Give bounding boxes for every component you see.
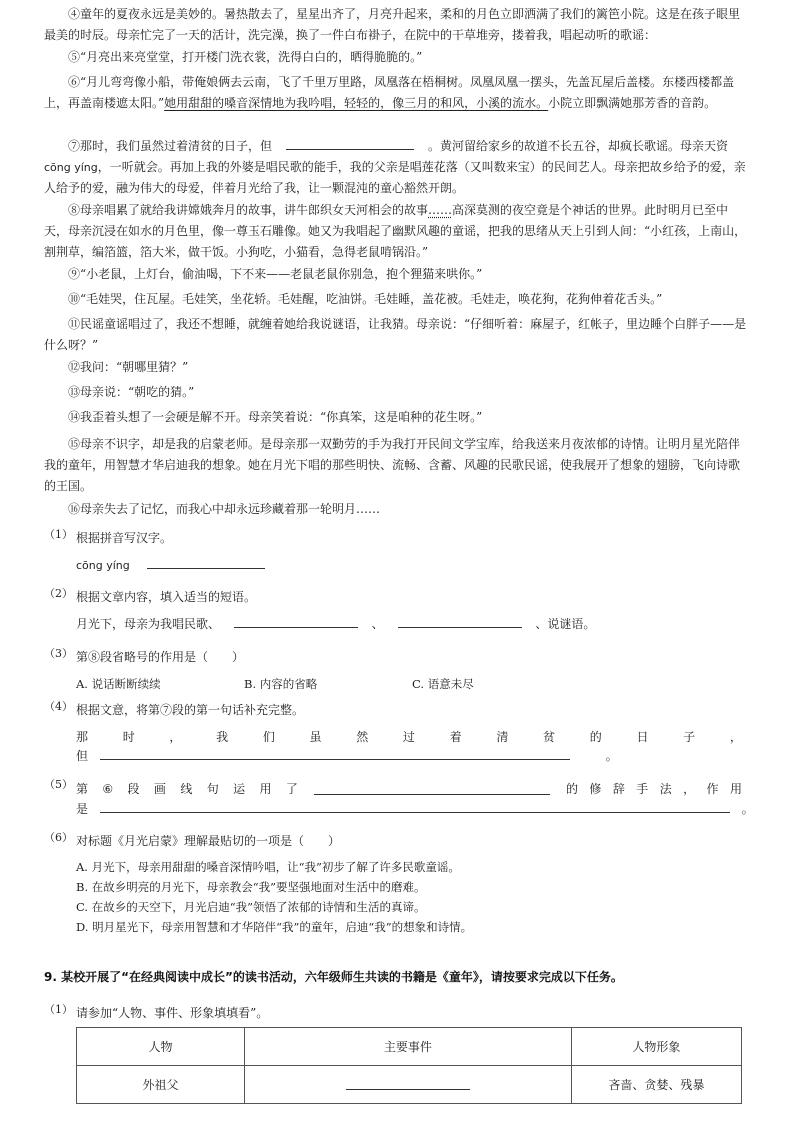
table-header-row	[77, 1028, 742, 1066]
q4-blank[interactable]	[100, 747, 570, 760]
q1-answer-line: cōng yíng	[76, 556, 265, 576]
paragraph-11: ⑪民谣童谣唱过了，我还不想睡，就缠着她给我说谜语，让我猜。母亲说：“仔细听着：麻屋子，红帐子，里边睡个白胖子——是什么呀？”	[44, 317, 747, 352]
s9-q1-number: （1）	[44, 1003, 73, 1016]
q6-option-c[interactable]: C. 在故乡的天空下，月光启迪“我”领悟了浓郁的诗情和生活的真谛。	[76, 900, 426, 914]
q4-prompt: 根据文意，将第⑦段的第一句话补充完整。	[76, 703, 305, 717]
q6-option-a[interactable]: A. 月光下，母亲用甜甜的嗓音深情吟唱，让“我”初步了解了许多民歌童谣。	[76, 860, 460, 874]
q5-blank-1[interactable]	[314, 782, 550, 795]
underlined-sentence: 她用甜甜的嗓音深情地为我吟唱，轻轻的，像三月的和风，小溪的流水。	[164, 96, 549, 110]
p7-blank[interactable]	[286, 137, 414, 150]
table-cell-person: 外祖父	[77, 1066, 245, 1104]
paragraph-10: ⑩“毛娃哭，住瓦屋。毛娃笑，坐花轿。毛娃醒，吃油饼。毛娃睡，盖花被。毛娃走，唤花狗，花狗伸着花舌头。”	[68, 292, 663, 306]
q4-sentence-line: 那 时 ， 我 们 虽 然 过 着 清 贫 的 日 子 ，	[76, 730, 742, 744]
q5-sentence-line: 第 ⑥ 段 画 线 句 运 用 了 的 修 辞 手 法 ， 作 用	[76, 782, 742, 796]
q2-answer-line: 月光下，母亲为我唱民歌、 、 、说谜语。	[76, 617, 596, 631]
table-row	[77, 1066, 742, 1104]
paragraph-9: ⑨“小老鼠，上灯台，偷油喝，下不来——老鼠老鼠你别急，抱个狸猫来哄你。”	[68, 267, 483, 281]
paragraph-5: ⑤“月亮出来亮堂堂，打开楼门洗衣裳，洗得白白的，晒得脆脆的。”	[68, 50, 423, 64]
pinyin-text: cōng yíng	[44, 161, 98, 174]
q1-number: （1）	[44, 528, 73, 541]
ellipsis-mark: ……	[428, 203, 453, 217]
q6-prompt: 对标题《月光启蒙》理解最贴切的一项是（ ）	[76, 834, 341, 848]
paragraph-13: ⑬母亲说：“朝吃的猜。”	[68, 385, 195, 399]
s9-q1-prompt: 请参加“人物、事件、形象填填看”。	[76, 1006, 269, 1020]
q3-option-c[interactable]: C. 语意未尽	[412, 677, 474, 691]
q4-answer-line: 但 。	[76, 749, 618, 763]
q3-number: （3）	[44, 647, 73, 660]
paragraph-6: ⑥“月儿弯弯像小船，带俺娘俩去云南，飞了千里万里路，凤凰落在梧桐树。凤凰凤凰一摆头，先盖瓦屋后盖楼。东楼西楼都盖上，再盖南楼遮太阳。”她用甜甜的嗓音深情地为我吟唱，轻轻的，像三月的和风，小溪的流水。小院立即飘满她那芳香的音韵。	[44, 75, 735, 110]
paragraph-8: ⑧母亲唱累了就给我讲嫦娥奔月的故事，讲牛郎织女天河相会的故事……高深莫测的夜空竟是个神话的世界。此时明月已至中天，母亲沉浸在如水的月色里，像一尊玉石雕像。她又为我唱起了幽默风趣的童谣，把我的思绪从天上引到人间：“小红孩，上南山，割荆草，编箔篮，箔大米，做干饭。小狗吃，小猫看，急得老鼠啃锅沿。”	[44, 203, 747, 259]
paragraph-7: ⑦那时，我们虽然过着清贫的日子，但 。黄河留给家乡的故道不长五谷，却疯长歌谣。母亲天资 cōng yíng，一听就会。再加上我的外婆是唱民歌的能手，我的父亲是唱莲花落（又叫数来宝）的民间艺人。母亲把故乡给予的爱，亲人给予的爱，融为伟大的母爱，伴着月光给了我，让一颗混沌的童心豁然开朗。	[44, 139, 746, 195]
q1-blank[interactable]	[147, 556, 265, 569]
paragraph-4: ④童年的夏夜永远是美妙的。暑热散去了，星星出齐了，月亮升起来，柔和的月色立即洒满了我们的篱笆小院。这是在孩子眼里最美的时辰。母亲忙完了一天的活计，洗完澡，换了一件白布褂子，在院中的干草堆旁，搂着我，唱起动听的歌谣：	[44, 7, 741, 42]
q2-number: （2）	[44, 587, 73, 600]
q3-prompt: 第⑧段省略号的作用是（ ）	[76, 650, 245, 664]
q2-blank-2[interactable]	[398, 615, 522, 628]
q4-number: （4）	[44, 700, 73, 713]
table-header-image: 人物形象	[571, 1028, 741, 1066]
q5-answer-line: 是 。	[76, 802, 754, 816]
paragraph-16: ⑯母亲失去了记忆，而我心中却永远珍藏着那一轮明月……	[68, 502, 381, 516]
table-header-person: 人物	[77, 1028, 245, 1066]
section-9-title: 9. 某校开展了“在经典阅读中成长”的读书活动，六年级师生共读的书籍是《童年》，请按要求完成以下任务。	[44, 970, 623, 984]
q5-blank-2[interactable]	[100, 800, 730, 813]
q2-blank-1[interactable]	[234, 615, 358, 628]
q6-option-d[interactable]: D. 明月星光下，母亲用智慧和才华陪伴“我”的童年，启迪“我”的想象和诗情。	[76, 920, 473, 934]
q6-option-b[interactable]: B. 在故乡明亮的月光下，母亲教会“我”要坚强地面对生活中的磨难。	[76, 880, 426, 894]
table-cell-image: 吝啬、贪婪、残暴	[571, 1066, 741, 1104]
q6-number: （6）	[44, 831, 73, 844]
q5-number: （5）	[44, 778, 73, 791]
table-events-blank[interactable]	[346, 1077, 470, 1090]
q1-prompt: 根据拼音写汉字。	[76, 531, 173, 545]
paragraph-15: ⑮母亲不识字，却是我的启蒙老师。是母亲那一双勤劳的手为我打开民间文学宝库，给我送来月夜浓郁的诗情。让明月星光陪伴我的童年，用智慧才华启迪我的想象。她在月光下唱的那些明快、流畅、含蓄、风趣的民歌民谣，使我展开了想象的翅膀，飞向诗歌的王国。	[44, 437, 741, 493]
table-header-events: 主要事件	[244, 1028, 571, 1066]
q3-option-b[interactable]: B. 内容的省略	[244, 677, 318, 691]
paragraph-12: ⑫我问：“朝哪里猜？”	[68, 360, 189, 374]
table-cell-events	[244, 1066, 571, 1104]
q3-option-a[interactable]: A. 说话断断续续	[76, 677, 161, 691]
character-table	[76, 1027, 742, 1104]
paragraph-14: ⑭我歪着头想了一会硬是解不开。母亲笑着说：“你真笨，这是咱种的花生呀。”	[68, 410, 483, 424]
q2-prompt: 根据文章内容，填入适当的短语。	[76, 590, 257, 604]
